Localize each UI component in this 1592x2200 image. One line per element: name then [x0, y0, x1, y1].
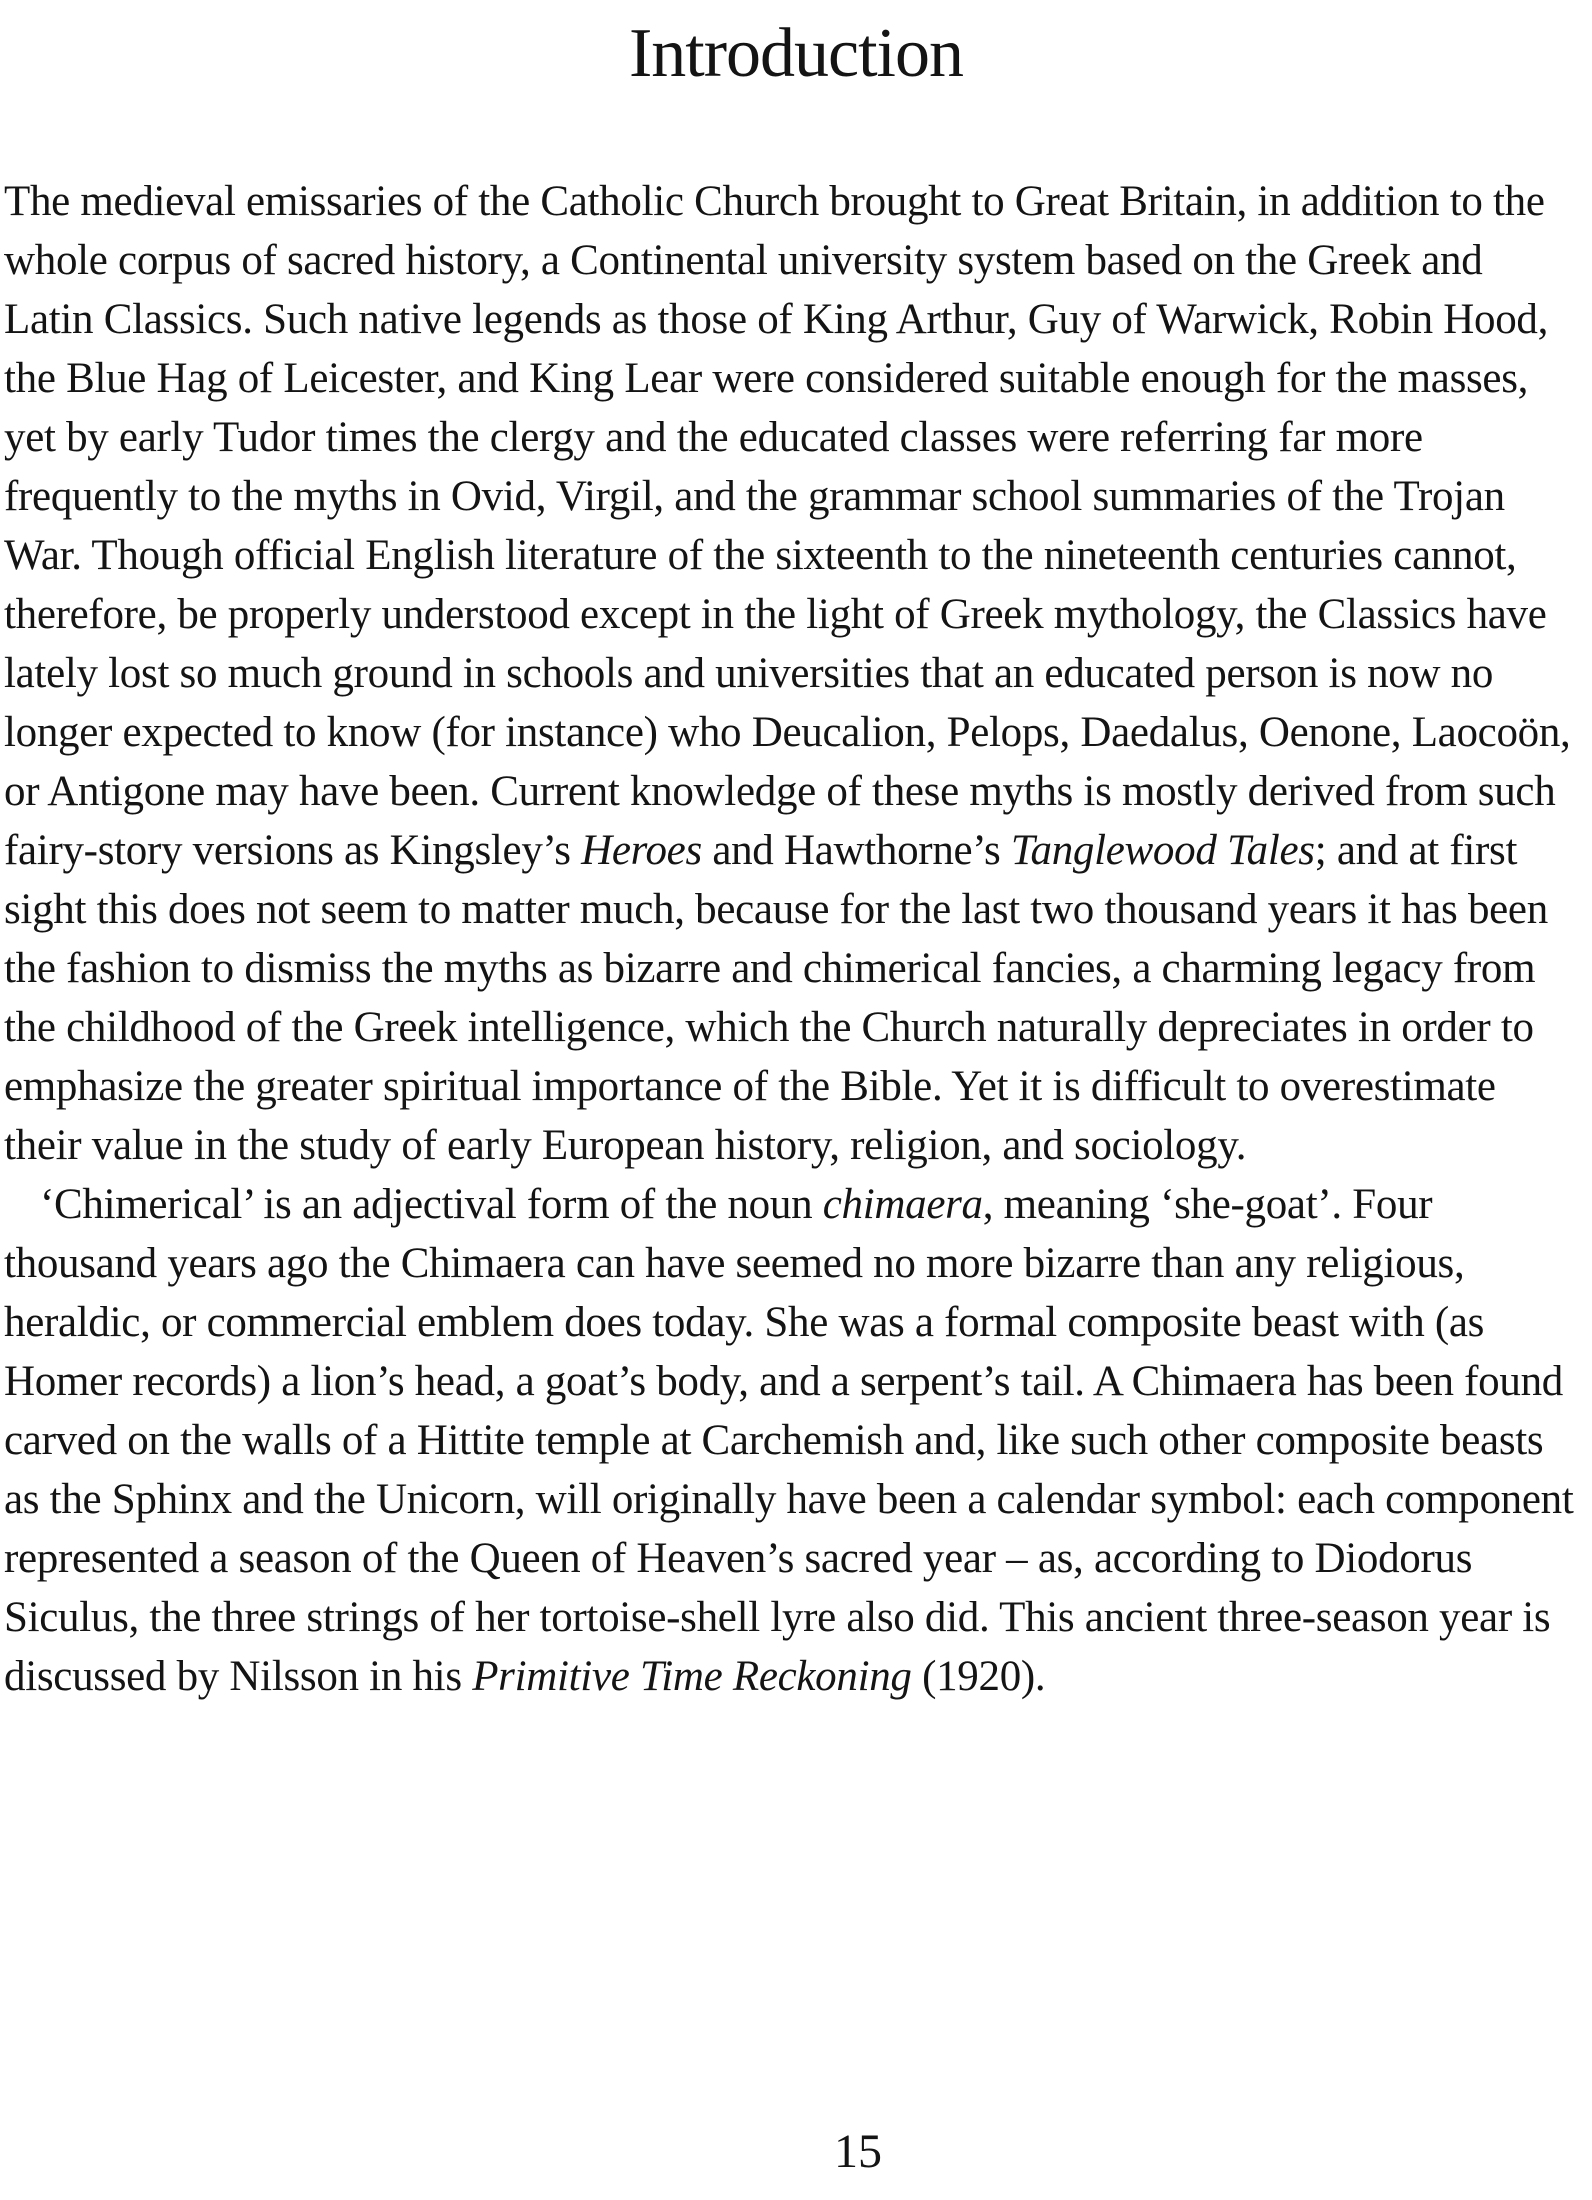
body-text [4, 172, 1582, 1706]
page-title: Introduction [628, 15, 964, 92]
paragraph-2: ‘Chimerical’ is an adjectival form of the noun chimaera, meaning ‘she-goat’. Four thousand years ago the Chimaera can have seemed no more bizarre than any religious, heraldic, or commercial emblem does today. She was a formal composite beast with (as Homer records) a lion’s head, a goat’s body, and a serpent’s tail. A Chimaera has been found carved on the walls of a Hittite temple at Carchemish and, like such other composite beasts as the Sphinx and the Unicorn, will originally have been a calendar symbol: each component represented a season of the Queen of Heaven’s sacred year – as, according to Diodorus Siculus, the three strings of her tortoise-shell lyre also did. This ancient three-season year is discussed by Nilsson in his Primitive Time Reckoning (1920). [4, 1181, 1574, 1700]
page-number: 15 [834, 2125, 882, 2178]
paragraph-1: The medieval emissaries of the Catholic Church brought to Great Britain, in addition to the whole corpus of sacred history, a Continental university system based on the Greek and Latin Classics. Such native legends as those of King Arthur, Guy of Warwick, Robin Hood, the Blue Hag of Leicester, and King Lear were considered suitable enough for the masses, yet by early Tudor times the clergy and the educated classes were referring far more frequently to the myths in Ovid, Virgil, and the grammar school summaries of the Trojan War. Though official English literature of the sixteenth to the nineteenth centuries cannot, therefore, be properly understood except in the light of Greek mythology, the Classics have lately lost so much ground in schools and universities that an educated person is now no longer expected to know (for instance) who Deucalion, Pelops, Daedalus, Oenone, Laocoön, or Antigone may have been. Current knowledge of these myths is mostly derived from such fairy-story versions as Kingsley’s Heroes and Hawthorne’s Tanglewood Tales; and at first sight this does not seem to matter much, because for the last two thousand years it has been the fashion to dismiss the myths as bizarre and chimerical fancies, a charming legacy from the childhood of the Greek intelligence, which the Church naturally depreciates in order to emphasize the greater spiritual importance of the Bible. Yet it is difficult to overestimate their value in the study of early European history, religion, and sociology. [4, 178, 1571, 1169]
